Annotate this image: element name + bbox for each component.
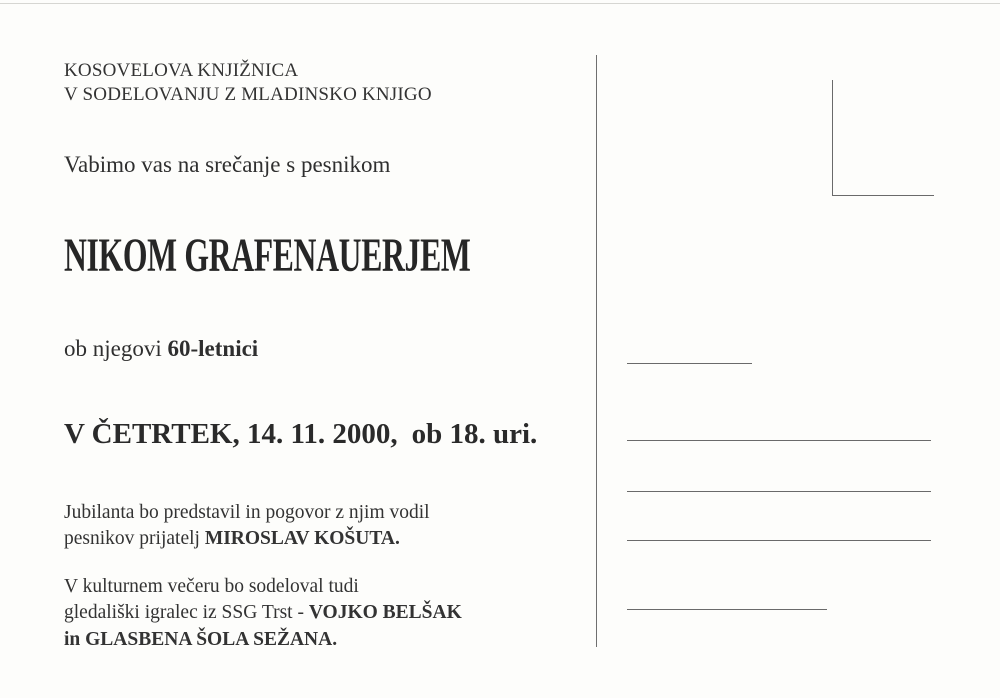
program-line-1: V kulturnem večeru bo sodeloval tudi xyxy=(64,576,359,597)
anniversary-bold: 60-letnici xyxy=(167,336,259,361)
stamp-box-horizontal-line xyxy=(832,195,934,196)
organizer-line-1: KOSOVELOVA KNJIŽNICA xyxy=(64,60,299,81)
poet-name: NIKOM GRAFENAUERJEM xyxy=(64,229,471,282)
anniversary-text xyxy=(64,336,258,362)
anniversary-prefix: ob njegovi xyxy=(64,336,168,361)
event-date-time: ob 18. uri. xyxy=(411,418,538,450)
address-line-2 xyxy=(627,440,931,441)
address-line-5 xyxy=(627,609,827,610)
address-line-4 xyxy=(627,540,931,541)
program-line-2-prefix: gledališki igralec iz SSG Trst - xyxy=(64,602,309,623)
program-line-3: in GLASBENA ŠOLA SEŽANA. xyxy=(64,629,338,650)
presenter-line-2-prefix: pesnikov prijatelj xyxy=(64,528,205,549)
event-date-day: V ČETRTEK, 14. 11. 2000, xyxy=(64,418,398,450)
stamp-box-vertical-line xyxy=(832,80,833,196)
presenter-name: MIROSLAV KOŠUTA. xyxy=(204,528,400,549)
address-line-3 xyxy=(627,491,931,492)
actor-name: VOJKO BELŠAK xyxy=(308,602,462,623)
invitation-text: Vabimo vas na srečanje s pesnikom xyxy=(64,152,391,177)
organizer-line-2: V SODELOVANJU Z MLADINSKO KNJIGO xyxy=(64,84,432,105)
event-date xyxy=(64,418,537,451)
vertical-divider xyxy=(596,55,597,647)
program-line-2 xyxy=(64,603,462,623)
presenter-line-2 xyxy=(64,529,400,549)
address-line-1 xyxy=(627,363,752,364)
card-top-edge xyxy=(0,3,1000,4)
presenter-line-1: Jubilanta bo predstavil in pogovor z njim vodil xyxy=(64,502,430,523)
